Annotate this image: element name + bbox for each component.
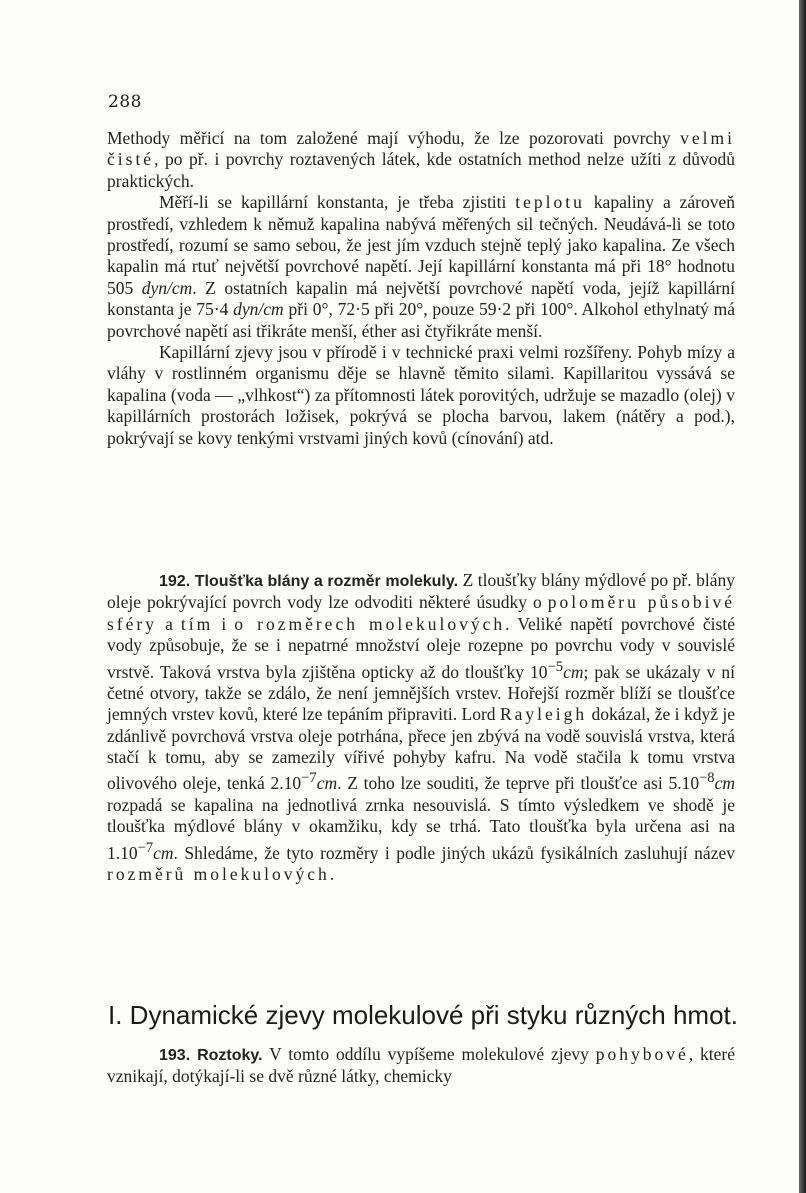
- paragraph: 193. Roztoky. V tomto oddílu vypíšeme molekulové zjevy pohybové, které vznikají, dotýkají-li se dvě různé látky, chemicky: [107, 1044, 735, 1087]
- section-191-continuation: [107, 128, 735, 449]
- paragraph: Kapillární zjevy jsou v přírodě i v technické praxi velmi rozšířeny. Pohyb mízy a vláhy v rostlinném organismu děje se hlavně těmito silami. Kapillaritou vyssává se kapalina (voda — „vlhkost“) za přítomnosti látek porovitých, udržuje se mazadlo (olej) v kapillárních prostorách ložisek, pokrývá se plocha barvou, lakem (nátěry a pod.), pokrývají se kovy tenkými vrstvami jiných kovů (cínování) atd.: [107, 342, 735, 448]
- unit: cm: [714, 773, 735, 794]
- paragraph: Methody měřicí na tom založené mají výhodu, že lze pozorovati povrchy velmi čisté, po př. i povrchy roztavených látek, kde ostatních method nelze užíti z důvodů praktických.: [107, 128, 735, 191]
- page-number: 288: [108, 92, 142, 112]
- emphasis-spaced: pohybové: [595, 1044, 689, 1064]
- exponent: −7: [137, 839, 154, 856]
- chapter-heading: I. Dynamické zjevy molekulové při styku různých hmot.: [108, 1000, 738, 1030]
- emphasis-spaced: o rozměrech molekulových: [234, 613, 506, 634]
- section-192: [107, 570, 735, 885]
- unit: cm: [316, 773, 338, 794]
- emphasis-spaced: rozměrů molekulových: [107, 863, 330, 884]
- paragraph: Měří-li se kapillární konstanta, je třeba zjistiti teplotu kapaliny a zároveň prostředí, vzhledem k němuž kapalina nabývá měřených sil tečných. Neudává-li se toto prostředí, rozumí se samo sebou, že jest jím vzduch stejně teplý jako kapalina. Ze všech kapalin má rtuť největší povrchové napětí. Její kapillární konstanta má při 18° hodnotu 505 dyn/cm. Z ostatních kapalin má největší povrchové napětí voda, jejíž kapillární konstanta je 75·4 dyn/cm při 0°, 72·5 při 20°, pouze 59·2 při 100°. Alkohol ethylnatý má povrchové napětí asi třikráte menší, éther asi čtyřikráte menší.: [107, 192, 736, 341]
- exponent: −8: [699, 770, 715, 787]
- emphasis-spaced: velmi čisté: [107, 128, 735, 170]
- exponent: −5: [547, 658, 564, 675]
- paragraph: 192. Tloušťka blány a rozměr molekuly. Z tloušťky blány mýdlové po př. blány oleje pokrývající povrch vody lze odvoditi některé úsudky o poloměru působivé sféry a tím i o rozměrech molekulových. Veliké napětí povrchové čisté vody způsobuje, že se i nepatrné množství oleje rozepne po povrchu vody v souvislé vrstvě. Taková vrstva byla zjištěna opticky až do tloušťky $10^{-5}cm$; pak se ukázaly v ní četné otvory, takže se zdálo, že není jemnějších vrstev. Hořejší rozměr blíží se tloušťce jemných vrstev kovů, které lze tepáním připraviti. Lord Rayleigh dokázal, že i když je zdánlivě povrchová vrstva oleje potrhána, přece jen zbývá na vodě souvislá vrstva, která stačí k tomu, aby se zamezily vířivé pohyby kafru. Na vodě stačila k tomu vrstva olivového oleje, tenká $2.10^{-7}cm$. Z toho lze souditi, že teprve při tloušťce asi $5.10^{-8}cm$ rozpadá se kapalina na jednotlivá zrnka nesouvislá. S tímto výsledkem ve shodě je tloušťka mýdlové blány v okamžiku, kdy se trhá. Tato tloušťka byla určena asi na $1.10^{-7}cm$. Shledáme, že tyto rozměry i podle jiných ukázů fysikálních zasluhují název rozměrů molekulových.: [107, 570, 736, 884]
- emphasis-spaced: teplotu: [515, 192, 585, 213]
- page-edge-shadow: [799, 0, 806, 1193]
- unit: cm: [563, 661, 584, 682]
- unit: dyn/cm: [141, 277, 193, 298]
- emphasis-spaced: Rayleigh: [499, 704, 588, 725]
- section-heading-192: 192. Tloušťka blány a rozměr molekuly.: [159, 573, 459, 590]
- section-heading-193: 193. Roztoky.: [159, 1047, 263, 1064]
- section-193: [107, 1044, 735, 1088]
- unit: cm: [153, 842, 174, 863]
- emphasis-spaced: poloměru působivé sféry: [107, 592, 735, 634]
- exponent: −7: [301, 770, 317, 787]
- unit: dyn/cm: [233, 299, 284, 320]
- emphasis-spaced: tím: [180, 613, 214, 634]
